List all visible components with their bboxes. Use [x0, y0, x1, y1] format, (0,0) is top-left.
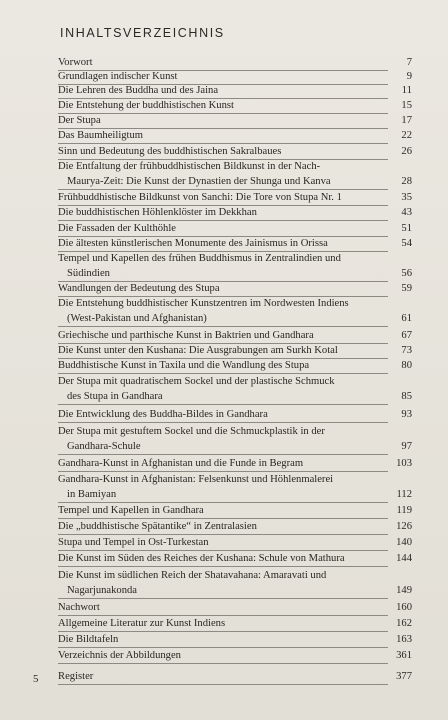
toc-entry-title: Verzeichnis der Abbildungen — [58, 650, 181, 661]
toc-entry-page: 22 — [401, 130, 412, 141]
toc-entry-title: Die Lehren des Buddha und des Jaina — [58, 85, 219, 96]
toc-entry-title-continued: in Bamiyan — [67, 489, 117, 500]
toc-entry-title: Tempel und Kapellen in Gandhara — [58, 505, 204, 516]
toc-underline — [58, 518, 388, 519]
toc-entry-title: Frühbuddhistische Bildkunst von Sanchi: Die Tore von Stupa Nr. 1 — [58, 192, 342, 203]
toc-entry-title: Die Fassaden der Kulthöhle — [58, 223, 176, 234]
toc-entry-page: 67 — [401, 330, 412, 341]
toc-entry-page: 126 — [396, 521, 412, 532]
toc-entry-page: 11 — [401, 85, 412, 96]
toc-underline — [58, 281, 388, 282]
toc-entry-page: 17 — [401, 115, 412, 126]
toc-entry-page: 43 — [401, 207, 412, 218]
toc-entry-page: 85 — [401, 391, 412, 402]
toc-entry-title: Die Kunst unter den Kushana: Die Ausgrabungen am Surkh Kotal — [58, 345, 338, 356]
toc-entry-title: Allgemeine Literatur zur Kunst Indiens — [58, 618, 226, 629]
toc-entry-page: 361 — [396, 650, 412, 661]
toc-entry-page: 160 — [396, 602, 412, 613]
toc-underline — [58, 471, 388, 472]
toc-entry-title: Die buddhistischen Höhlenklöster im Dekkhan — [58, 207, 257, 218]
toc-underline — [58, 296, 388, 297]
toc-entry-page: 56 — [401, 268, 412, 279]
toc-underline — [58, 98, 388, 99]
toc-entry-title: Der Stupa mit quadratischem Sockel und der plastische Schmuck — [58, 376, 335, 387]
toc-entry-page: 140 — [396, 537, 412, 548]
toc-underline — [58, 422, 388, 423]
toc-entry-title: Die Entwicklung des Buddha-Bildes in Gandhara — [58, 409, 268, 420]
toc-underline — [58, 343, 388, 344]
toc-underline — [58, 684, 388, 685]
toc-entry-page: 73 — [401, 345, 412, 356]
toc-underline — [58, 189, 388, 190]
toc-entry-title: Das Baumheiligtum — [58, 130, 144, 141]
toc-underline — [58, 566, 388, 567]
toc-entry-title-continued: Nagarjunakonda — [67, 585, 138, 596]
toc-entry-page: 163 — [396, 634, 412, 645]
toc-entry-title: Gandhara-Kunst in Afghanistan und die Funde in Begram — [58, 458, 304, 469]
toc-entry-title: Stupa und Tempel in Ost-Turkestan — [58, 537, 209, 548]
toc-underline — [58, 534, 388, 535]
toc-underline — [58, 631, 388, 632]
toc-entry-page: 80 — [401, 360, 412, 371]
toc-underline — [58, 373, 388, 374]
toc-entry-page: 144 — [396, 553, 412, 564]
toc-underline — [58, 251, 388, 252]
toc-entry-title-continued: des Stupa in Gandhara — [67, 391, 163, 402]
toc-underline — [58, 615, 388, 616]
toc-entry-title: Der Stupa mit gestuftem Sockel und die Schmuckplastik in der — [58, 426, 325, 437]
toc-entry-title-continued: (West-Pakistan und Afghanistan) — [67, 313, 207, 324]
toc-entry-page: 59 — [401, 283, 412, 294]
toc-underline — [58, 326, 388, 327]
toc-underline — [58, 358, 388, 359]
toc-entry-title: Buddhistische Kunst in Taxila und die Wandlung des Stupa — [58, 360, 310, 371]
toc-entry-page: 93 — [401, 409, 412, 420]
toc-underline — [58, 550, 388, 551]
toc-entry-page: 162 — [396, 618, 412, 629]
toc-entry-page: 51 — [401, 223, 412, 234]
toc-entry-title: Die „buddhistische Spätantike“ in Zentralasien — [58, 521, 257, 532]
toc-underline — [58, 502, 388, 503]
toc-entry-title: Die Kunst im Süden des Reiches der Kushana: Schule von Mathura — [58, 553, 345, 564]
toc-entry-title: Gandhara-Kunst in Afghanistan: Felsenkunst und Höhlenmalerei — [58, 474, 334, 485]
toc-entry-title: Der Stupa — [58, 115, 101, 126]
toc-underline — [58, 220, 388, 221]
toc-underline — [58, 205, 388, 206]
toc-entry-title-continued: Gandhara-Schule — [67, 441, 141, 452]
toc-entry-page: 119 — [396, 505, 412, 516]
toc-underline — [58, 236, 388, 237]
toc-entry-title: Register — [58, 671, 94, 682]
toc-entry-page: 97 — [401, 441, 412, 452]
toc-entry-page: 7 — [406, 57, 412, 68]
page-number: 5 — [33, 673, 39, 685]
toc-entry-page: 112 — [396, 489, 412, 500]
toc-entry-page: 61 — [401, 313, 412, 324]
toc-underline — [58, 598, 388, 599]
toc-entry-title: Die Entstehung der buddhistischen Kunst — [58, 100, 234, 111]
toc-entry-title-continued: Südindien — [67, 268, 110, 279]
toc-entry-page: 15 — [401, 100, 412, 111]
toc-entry-page: 26 — [401, 146, 412, 157]
toc-underline — [58, 454, 388, 455]
toc-entry-page: 103 — [396, 458, 412, 469]
toc-underline — [58, 113, 388, 114]
toc-entry-title: Grundlagen indischer Kunst — [58, 71, 178, 82]
toc-entry-title-continued: Maurya-Zeit: Die Kunst der Dynastien der Shunga und Kanva — [67, 176, 331, 187]
toc-entry-title: Vorwort — [58, 57, 93, 68]
toc-entry-page: 377 — [396, 671, 412, 682]
toc-underline — [58, 647, 388, 648]
toc-entry-title: Griechische und parthische Kunst in Baktrien und Gandhara — [58, 330, 314, 341]
toc-underline — [58, 404, 388, 405]
toc-entry-title: Wandlungen der Bedeutung des Stupa — [58, 283, 220, 294]
toc-underline — [58, 128, 388, 129]
toc-entry-page: 35 — [401, 192, 412, 203]
toc-underline — [58, 663, 388, 664]
toc-entry-page: 9 — [406, 71, 412, 82]
toc-entry-title: Nachwort — [58, 602, 100, 613]
toc-entry-page: 54 — [401, 238, 412, 249]
toc-entry-title: Die Entstehung buddhistischer Kunstzentren im Nordwesten Indiens — [58, 298, 349, 309]
toc-entry-title: Sinn und Bedeutung des buddhistischen Sakralbaues — [58, 146, 282, 157]
toc-heading: INHALTSVERZEICHNIS — [60, 26, 225, 40]
toc-entry-page: 149 — [396, 585, 412, 596]
toc-entry-title: Die Bildtafeln — [58, 634, 119, 645]
toc-entry-title: Die ältesten künstlerischen Monumente des Jainismus in Orissa — [58, 238, 328, 249]
toc-entry-page: 28 — [401, 176, 412, 187]
toc-underline — [58, 159, 388, 160]
toc-entry-title: Die Kunst im südlichen Reich der Shatavahana: Amaravati und — [58, 570, 327, 581]
toc-entry-title: Tempel und Kapellen des frühen Buddhismus in Zentralindien und — [58, 253, 341, 264]
toc-underline — [58, 143, 388, 144]
toc-entry-title: Die Entfaltung der frühbuddhistischen Bildkunst in der Nach- — [58, 161, 321, 172]
